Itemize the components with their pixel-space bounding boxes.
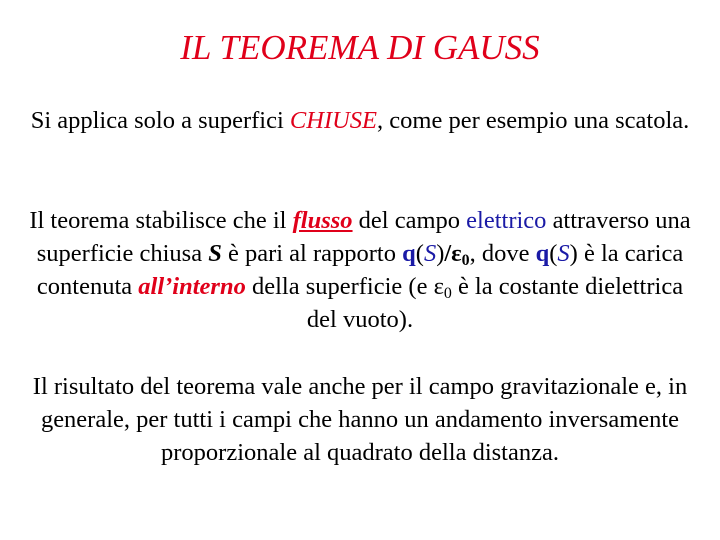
- elettrico-emphasis: elettrico: [466, 207, 547, 234]
- text-run: Il teorema stabilisce che il: [29, 207, 293, 234]
- slide-title: IL TEOREMA DI GAUSS: [180, 28, 540, 67]
- charge-symbol: q: [535, 240, 550, 267]
- paren: (: [415, 240, 424, 267]
- text-run: è pari al rapporto: [221, 240, 403, 267]
- surface-symbol: S: [208, 240, 222, 267]
- flusso-emphasis: flusso: [292, 207, 353, 234]
- interno-emphasis: all’interno: [138, 273, 246, 300]
- epsilon-symbol: ε: [433, 273, 444, 300]
- epsilon-subscript: 0: [461, 251, 470, 269]
- epsilon-subscript: 0: [443, 284, 452, 302]
- text-run: , come per esempio una scatola.: [377, 107, 690, 134]
- surface-symbol: S: [557, 240, 570, 267]
- slash-symbol: /: [444, 240, 452, 267]
- paragraph-gravitational-field: Il risultato del teorema vale anche per il campo gravitazionale e, in generale, per tutti i campi che hanno un andamento inversamente proporzionale al quadrato della distanza.: [32, 373, 688, 466]
- paren: ): [569, 240, 578, 267]
- charge-symbol: q: [402, 240, 416, 267]
- paragraph-closed-surfaces: [20, 104, 700, 137]
- text-run: della superficie (e: [245, 273, 434, 300]
- text-run: attraverso una superficie chiusa: [36, 207, 691, 267]
- text-run: Si applica solo a superfici: [30, 107, 290, 134]
- surface-symbol: S: [423, 240, 437, 267]
- paragraph-theorem-statement: [20, 204, 700, 336]
- epsilon-symbol: ε: [451, 240, 462, 267]
- text-run: è la costante dielettrica del vuoto).: [306, 273, 684, 333]
- paren: (: [549, 240, 558, 267]
- text-run: è la carica contenuta: [36, 240, 684, 300]
- chiuse-emphasis: CHIUSE: [289, 107, 378, 134]
- paren: ): [436, 240, 445, 267]
- text-run: , dove: [469, 240, 536, 267]
- text-run: del campo: [352, 207, 467, 234]
